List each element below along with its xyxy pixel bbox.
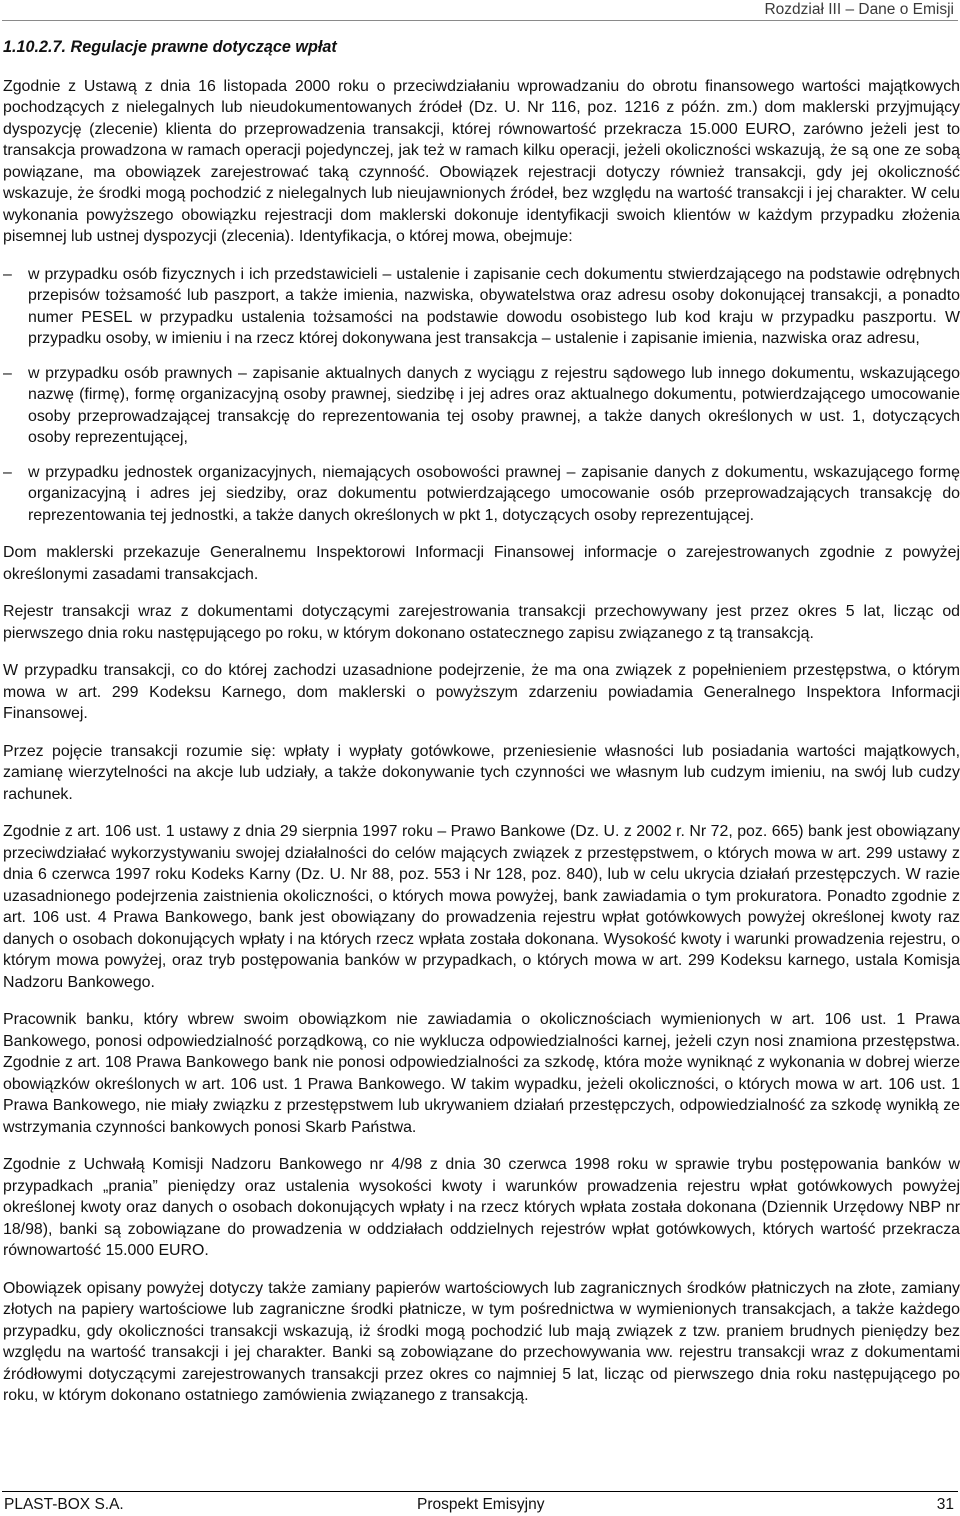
paragraph: Obowiązek opisany powyżej dotyczy także zamiany papierów wartościowych lub zagranicznych środków płatniczych na złote, zamiany złotych na papiery wartościowe lub zagraniczne środki płatnicze, w tym pośrednictwa w wymienionych transakcjach, a także każdego przypadku, gdy okoliczności transakcji wskazują, iż środki mogą pochodzić lub mają związek z tzw. praniem brudnych pieniędzy bez względu na wartość transakcji i jej charakter. Banki są zobowiązane do przechowywania ww. rejestru transakcji wraz z dokumentami źródłowymi dotyczącymi zarejestrowanych transakcji przez okres co najmniej 5 lat, licząc od pierwszego dnia roku następującego po roku, w którym dokonano ostatniego zamówienia związanego z transakcją. bbox=[3, 1279, 960, 1404]
list-item: – w przypadku jednostek organizacyjnych, niemających osobowości prawnej – zapisanie danych z dokumentu, wskazującego formę organizacyjną i adres jej siedziby, oraz dokumentu potwierdzającego umocowanie osób przeprowadzających transakcję do reprezentowania tej jednostki, a także danych określonych w pkt 1, dotyczących osoby reprezentującej. bbox=[3, 462, 960, 527]
paragraph: Zgodnie z Uchwałą Komisji Nadzoru Bankowego nr 4/98 z dnia 30 czerwca 1998 roku w sprawie trybu postępowania banków w przypadkach „prania” pieniędzy oraz ustalenia wysokości kwoty i warunków prowadzenia rejestru wpłat gotówkowych powyżej określonej kwoty oraz danych o osobach dokonujących wpłaty i na rzecz których wpłata została dokonana (Dziennik Urzędowy NBP nr 18/98), banki są zobowiązane do prowadzenia w oddziałach oddzielnych rejestrów wpłat gotówkowych, których wartość przekracza równowartość 15.000 EURO. bbox=[3, 1156, 960, 1259]
footer-company: PLAST-BOX S.A. bbox=[4, 1496, 124, 1513]
page-number: 31 bbox=[936, 1496, 954, 1513]
paragraph: Zgodnie z art. 106 ust. 1 ustawy z dnia 29 sierpnia 1997 roku – Prawo Bankowe (Dz. U. z 2002 r. Nr 72, poz. 665) bank jest obowiązany przeciwdziałać wykorzystywaniu swojej działalności do celów mających związek z przestępstwem, o których mowa w art. 299 ustawy z dnia 6 czerwca 1997 roku Kodeks Karny (Dz. U. Nr 88, poz. 553 i Nr 128, poz. 840), lub w celu ukrycia działań przestępczych. W razie uzasadnionego podejrzenia zaistnienia okoliczności, o których mowa powyżej, bank zawiadamia o tym prokuratora. Ponadto zgodnie z art. 106 ust. 4 Prawa Bankowego, bank jest obowiązany do prowadzenia rejestru wpłat gotówkowych powyżej określonej kwoty raz danych o osobach dokonujących wpłaty i na których rzecz wpłata została dokonana. Wysokość kwoty i warunki prowadzenia rejestru, o którym mowa powyżej, oraz tryb postępowania banków w przypadkach, o których mowa w art. 299 Kodeksu karnego, ustala Komisja Nadzoru Bankowego. bbox=[3, 823, 960, 991]
list-item: – w przypadku osób fizycznych i ich przedstawicieli – ustalenie i zapisanie cech dokumentu stwierdzającego na podstawie odrębnych przepisów tożsamość lub paszport, a także imienia, nazwiska, obywatelstwa oraz adresu osoby dokonującej transakcji, a ponadto numer PESEL w przypadku ustalenia tożsamości na podstawie dowodu osobistego lub kod kraju w przypadku paszportu. W przypadku osoby, w imieniu i na rzecz której dokonywana jest transakcja – ustalenie i zapisanie imienia, nazwiska oraz adresu, bbox=[3, 264, 960, 350]
list-item: – w przypadku osób prawnych – zapisanie aktualnych danych z wyciągu z rejestru sądowego lub innego dokumentu, wskazującego nazwę (firmę), formę organizacyjną osoby prawnej, siedzibę i jej adres oraz aktualnego dokumentu, potwierdzającego umocowanie osoby przeprowadzającej transakcję do reprezentowania tej osoby prawnej, a także danych określonych w ust. 1, dotyczących osoby reprezentującej, bbox=[3, 363, 960, 449]
footer-document-title: Prospekt Emisyjny bbox=[417, 1496, 545, 1513]
paragraph: Rejestr transakcji wraz z dokumentami dotyczącymi zarejestrowania transakcji przechowywany jest przez okres 5 lat, licząc od pierwszego dnia roku następującego po roku, w którym dokonano ostatecznego zapisu związanego z tą transakcją. bbox=[3, 603, 960, 642]
paragraph: Przez pojęcie transakcji rozumie się: wpłaty i wypłaty gotówkowe, przeniesienie własności lub posiadania wartości majątkowych, zamianę wierzytelności na akcje lub udziały, a także dokonywanie tych czynności we własnym lub cudzym imieniu, na swój lub cudzy rachunek. bbox=[3, 742, 960, 803]
page-content bbox=[3, 32, 960, 1423]
header-rule bbox=[2, 20, 958, 21]
identification-list bbox=[3, 264, 960, 527]
running-header: Rozdział III – Dane o Emisji bbox=[764, 1, 954, 18]
paragraph: W przypadku transakcji, co do której zachodzi uzasadnione podejrzenie, że ma ona związek z popełnieniem przestępstwa, o którym mowa w art. 299 Kodeksu Karnego, dom maklerski o powyższym zdarzeniu powiadamia Generalnego Inspektora Informacji Finansowej. bbox=[3, 662, 960, 722]
page-footer bbox=[4, 1496, 954, 1516]
footer-rule bbox=[2, 1491, 958, 1492]
section-title: 1.10.2.7. Regulacje prawne dotyczące wpłat bbox=[3, 38, 337, 56]
paragraph: Dom maklerski przekazuje Generalnemu Inspektorowi Informacji Finansowej informacje o zarejestrowanych zgodnie z powyżej określonymi zasadami transakcjach. bbox=[3, 544, 960, 583]
paragraph-intro: Zgodnie z Ustawą z dnia 16 listopada 2000 roku o przeciwdziałaniu wprowadzaniu do obrotu finansowego wartości majątkowych pochodzących z nielegalnych lub nieudokumentowanych źródeł (Dz. U. Nr 116, poz. 1216 z późn. zm.) dom maklerski przyjmujący dyspozycję (zlecenie) klienta do przeprowadzenia transakcji, której równowartość przekracza 15.000 EURO, zarówno jeżeli jest to transakcja prowadzona w ramach operacji pojedynczej, jak też w ramach kilku operacji, jeżeli okoliczności wskazują, że są one ze sobą powiązane, ma obowiązek zarejestrować taką czynność. Obowiązek rejestracji dotyczy również transakcji, gdy jej okoliczność wskazuje, że środki mogą pochodzić z nielegalnych lub nieujawnionych źródeł, bez względu na wartość transakcji i jej charakter. W celu wykonania powyższego obowiązku rejestracji dom maklerski dokonuje identyfikacji swoich klientów w każdym przypadku złożenia pisemnej lub ustnej dyspozycji (zlecenia). Identyfikacja, o której mowa, obejmuje: bbox=[3, 77, 960, 245]
paragraph: Pracownik banku, który wbrew swoim obowiązkom nie zawiadamia o okolicznościach wymienionych w art. 106 ust. 1 Prawa Bankowego, ponosi odpowiedzialność porządkową, co nie wyklucza odpowiedzialności karnej, jeżeli czyn nosi znamiona przestępstwa. Zgodnie z art. 108 Prawa Bankowego bank nie ponosi odpowiedzialności za szkodę, która może wyniknąć z wykonania w dobrej wierze obowiązków określonych w art. 106 ust. 1 Prawa Bankowego. W takim wypadku, jeżeli okoliczności, o których mowa w art. 106 ust. 1 Prawa Bankowego, nie miały związku z przestępstwem lub ukrywaniem działań przestępczych, odpowiedzialność za szkodę wynikłą ze wstrzymania czynności bankowych ponosi Skarb Państwa. bbox=[3, 1011, 960, 1136]
